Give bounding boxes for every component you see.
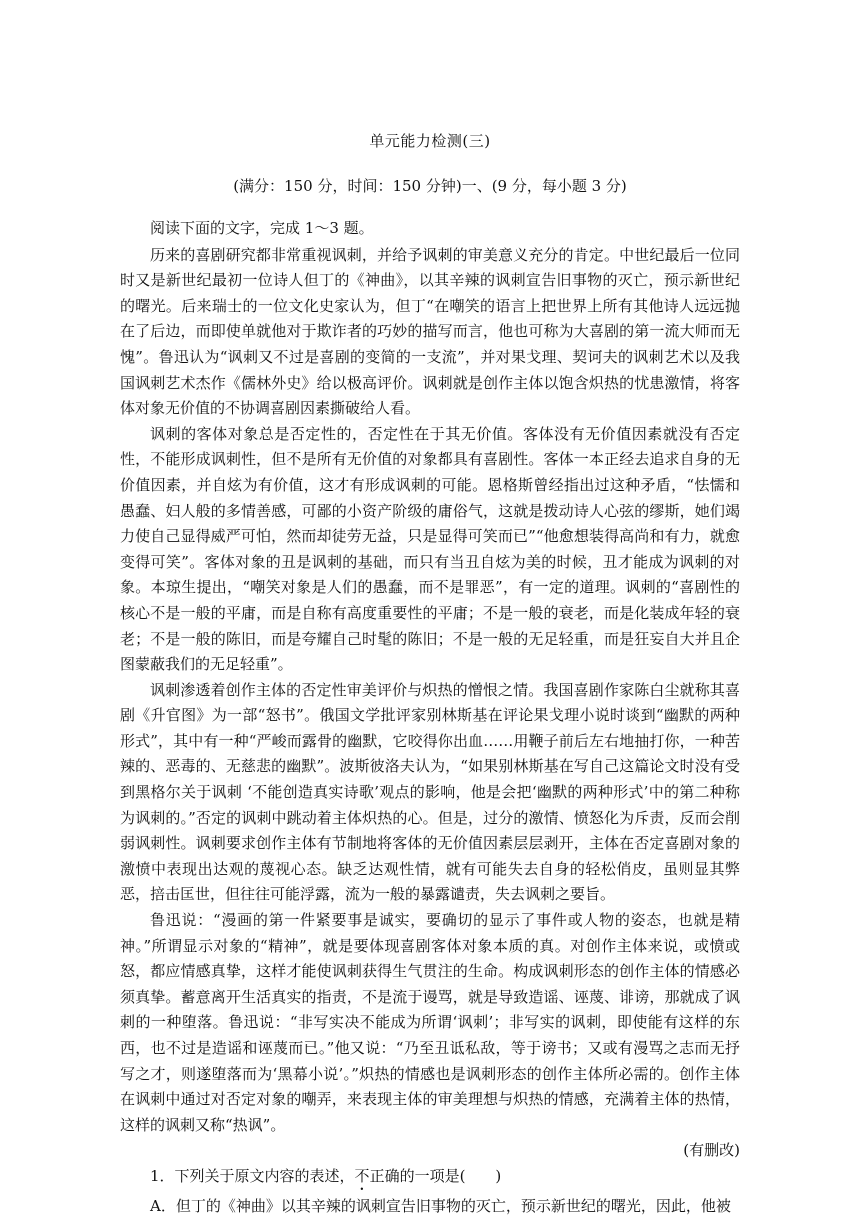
question-text-pre: 1．下列关于原文内容的表述， xyxy=(150,1166,355,1185)
question-emphasis: 不 xyxy=(354,1166,370,1185)
page-title: 单元能力检测(三) xyxy=(369,132,491,150)
score-time-info: (满分：150 分，时间：150 分钟)一、(9 分，每小题 3 分) xyxy=(233,177,627,195)
option-a: A．但丁的《神曲》以其辛辣的讽刺宣告旧事物的灭亡，预示新世纪的曙光，因此，他被 xyxy=(150,1196,731,1215)
question-1 xyxy=(120,1164,740,1194)
reading-instruction: 阅读下面的文字，完成 1～3 题。 xyxy=(150,219,374,237)
paragraph-1: 历来的喜剧研究都非常重视讽刺，并给予讽刺的审美意义充分的肯定。中世纪最后一位同时又是新世纪最初一位诗人但丁的《神曲》，以其辛辣的讽刺宣告旧事物的灭亡，预示新世纪的曙光。后来瑞士的一位文化史家认为，但丁“在嘲笑的语言上把世界上所有其他诗人远远抛在了后边，而即使单就他对于欺诈者的巧妙的描写而言，他也可称为大喜剧的第一流大师而无愧”。鲁迅认为“讽刺又不过是喜剧的变简的一支流”，并对果戈理、契诃夫的讽刺艺术以及我国讽刺艺术杰作《儒林外史》给以极高评价。讽刺就是创作主体以饱含炽热的忧患激情，将客体对象无价值的不协调喜剧因素撕破给人看。 xyxy=(120,245,740,418)
paragraph-4: 鲁迅说：“漫画的第一件紧要事是诚实，要确切的显示了事件或人物的姿态，也就是精神。”所谓显示对象的“精神”，就是要体现喜剧客体对象本质的真。对创作主体来说，或愤或怒，都应情感真挚，这样才能使讽刺获得生气贯注的生命。构成讽刺形态的创作主体的情感必须真挚。蓄意离开生活真实的指责，不是流于谩骂，就是导致造谣、诬蔑、诽谤，那就成了讽刺的一种堕落。鲁迅说：“非写实决不能成为所谓‘讽刺’；非写实的讽刺，即使能有这样的东西，也不过是造谣和诬蔑而已。”他又说：“乃至丑诋私敌，等于谤书；又或有漫骂之志而无抒写之才，则遂堕落而为‘黑幕小说’。”炽热的情感也是讽刺形态的创作主体所必需的。创作主体在讽刺中通过对否定对象的嘲弄，来表现主体的审美理想与炽热的情感，充满着主体的热情，这样的讽刺又称“热讽”。 xyxy=(120,911,740,1134)
source-note: (有删改) xyxy=(683,1141,740,1160)
question-text-post: 正确的一项是( ) xyxy=(369,1166,502,1185)
paragraph-2: 讽刺的客体对象总是否定性的，否定性在于其无价值。客体没有无价值因素就没有否定性，不能形成讽刺性，但不是所有无价值的对象都具有喜剧性。客体一本正经去追求自身的无价值因素，并自炫为有价值，这才有形成讽刺的可能。恩格斯曾经指出过这种矛盾，“怯懦和愚蠢、妇人般的多情善感，可鄙的小资产阶级的庸俗气，这就是拨动诗人心弦的缪斯，她们竭力使自己显得威严可怕，然而却徒劳无益，只是显得可笑而已”“他愈想装得高尚和有力，就愈变得可笑”。客体对象的丑是讽刺的基础，而只有当丑自炫为美的时候，丑才能成为讽刺的对象。本琼生提出，“嘲笑对象是人们的愚蠢，而不是罪恶”，有一定的道理。讽刺的“喜剧性的核心不是一般的平庸，而是自称有高度重要性的平庸；不是一般的衰老，而是化装成年轻的衰老；不是一般的陈旧，而是夸耀自己时髦的陈旧；不是一般的无足轻重，而是狂妄自大并且企图蒙蔽我们的无足轻重”。 xyxy=(120,424,740,674)
document-body xyxy=(120,216,740,1220)
paragraph-3: 讽刺渗透着创作主体的否定性审美评价与炽热的憎恨之情。我国喜剧作家陈白尘就称其喜剧《升官图》为一部“怒书”。俄国文学批评家别林斯基在评论果戈理小说时谈到“幽默的两种形式”，其中有一种“严峻而露骨的幽默，它咬得你出血……用鞭子前后左右地抽打你，一种苦辣的、恶毒的、无慈悲的幽默”。波斯彼洛夫认为，“如果别林斯基在写自己这篇论文时没有受到黑格尔关于讽刺 ‘不能创造真实诗歌’观点的影响，他是会把‘幽默的两种形式’中的第二种称为讽刺的。”否定的讽刺中跳动着主体炽热的心。但是，过分的激情、愤怒化为斥责，反而会削弱讽刺性。讽刺要求创作主体有节制地将客体的无价值因素层层剥开，主体在否定喜剧对象的激愤中表现出达观的蔑视心态。缺乏达观性情，就有可能失去自身的轻松俏皮，虽则显其弊恶，掊击匡世，但往往可能浮露，流为一般的暴露谴责，失去讽刺之要旨。 xyxy=(120,680,740,904)
